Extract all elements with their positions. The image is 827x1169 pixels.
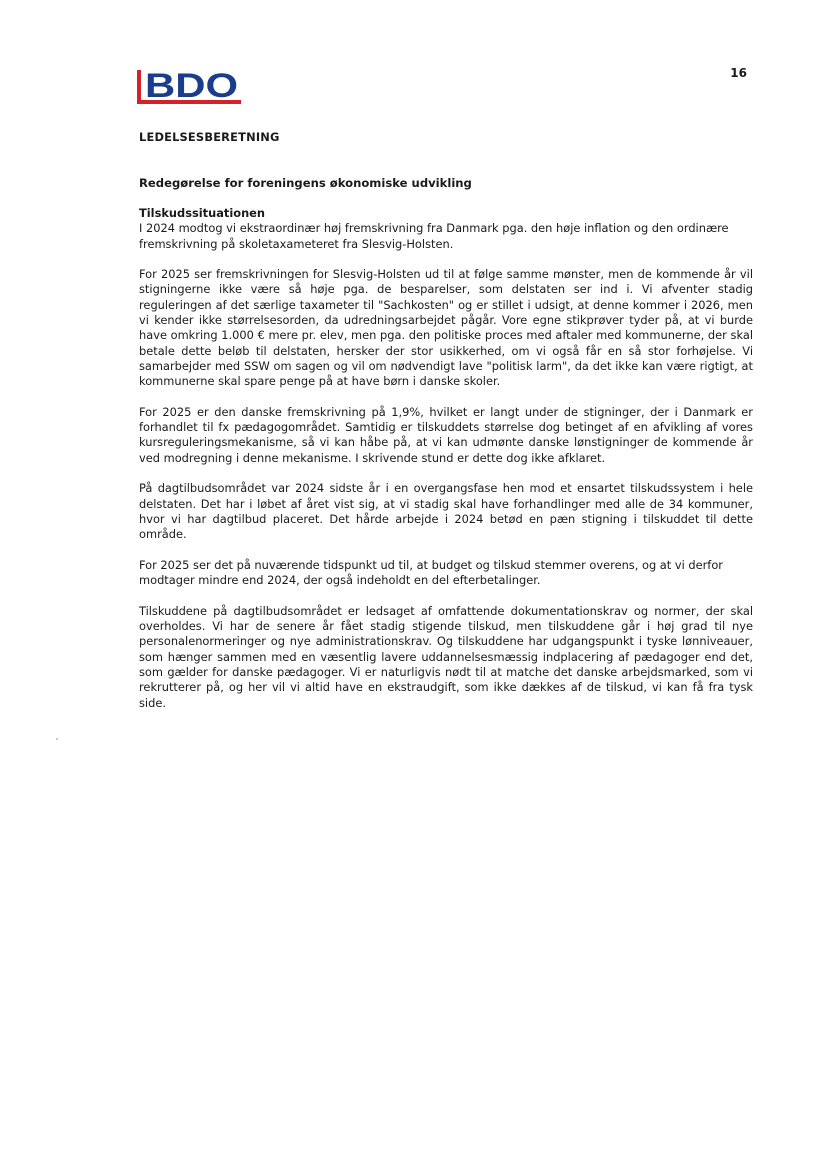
scan-speck <box>56 738 58 740</box>
paragraph: For 2025 ser fremskrivningen for Slesvig-Holsten ud til at følge samme mønster, men de kommende år vil stigningerne ikke være så høje pga. de besparelser, som delstaten ser ind i. Vi afventer stadig reguleringen af det særlige taxameter til "Sachkosten" og er stillet i udsigt, at denne kommer i 2026, men vi kender ikke størrelsesorden, da udredningsarbejdet pågår. Vore egne stikprøver tyder på, at vi burde have omkring 1.000 € mere pr. elev, men pga. den politiske proces med aftaler med kommunerne, der skal betale dette beløb til delstaten, hersker der stor usikkerhed, om vi også får en så stor forhøjelse. Vi samarbejder med SSW om sagen og vil om nødvendigt lave "politisk larm", da det ikke kan være rigtigt, at kommunerne skal spare penge på at have børn i danske skoler. <box>139 267 753 389</box>
paragraph: I 2024 modtog vi ekstraordinær høj fremskrivning fra Danmark pga. den høje inflation og den ordinære fremskrivning på skoletaxameteret fra Slesvig-Holsten. <box>139 221 729 251</box>
paragraph: For 2025 er den danske fremskrivning på 1,9%, hvilket er langt under de stigninger, der i Danmark er forhandlet til fx pædagogområdet. Samtidig er tilskuddets størrelse dog betinget af en afvikling af vores kursreguleringsmekanisme, så vi kan håbe på, at vi kan udmønte danske lønstigninger de kommende år ved modregning i denne mekanisme. I skrivende stund er dette dog ikke afklaret. <box>139 404 753 465</box>
document-title: Redegørelse for foreningens økonomiske udvikling <box>139 176 472 190</box>
body-text <box>139 206 753 711</box>
subheading: Tilskudssituationen <box>139 206 266 220</box>
bdo-logo <box>137 66 241 108</box>
page-number: 16 <box>730 66 747 80</box>
paragraph: For 2025 ser det på nuværende tidspunkt ud til, at budget og tilskud stemmer overens, og at vi derfor modtager mindre end 2024, der også indeholdt en del efterbetalinger. <box>139 557 723 588</box>
section-heading: LEDELSESBERETNING <box>139 130 280 144</box>
paragraph: Tilskuddene på dagtilbudsområdet er ledsaget af omfattende dokumentationskrav og normer, der skal overholdes. Vi har de senere år fået stadig stigende tilskud, men tilskuddene går i høj grad til nye personalenormeringer og nye administrationskrav. Og tilskuddene har udgangspunkt i tyske lønniveauer, som hænger sammen med en væsentlig lavere uddannelsesmæssig indplacering af pædagoger end det, som gælder for danske pædagoger. Vi er naturligvis nødt til at matche det danske arbejdsmarked, som vi rekrutterer på, og her vil vi altid have en ekstraudgift, som ikke dækkes af de tilskud, vi kan få fra tysk side. <box>139 603 753 710</box>
paragraph: På dagtilbudsområdet var 2024 sidste år i en overgangsfase hen mod et ensartet tilskudssystem i hele delstaten. Det har i løbet af året vist sig, at vi stadig skal have forhandlinger med alle de 34 kommuner, hvor vi har dagtilbud placeret. Det hårde arbejde i 2024 betød en pæn stigning i tilskuddet til dette område. <box>139 481 753 542</box>
logo-text: BDO <box>145 67 238 105</box>
